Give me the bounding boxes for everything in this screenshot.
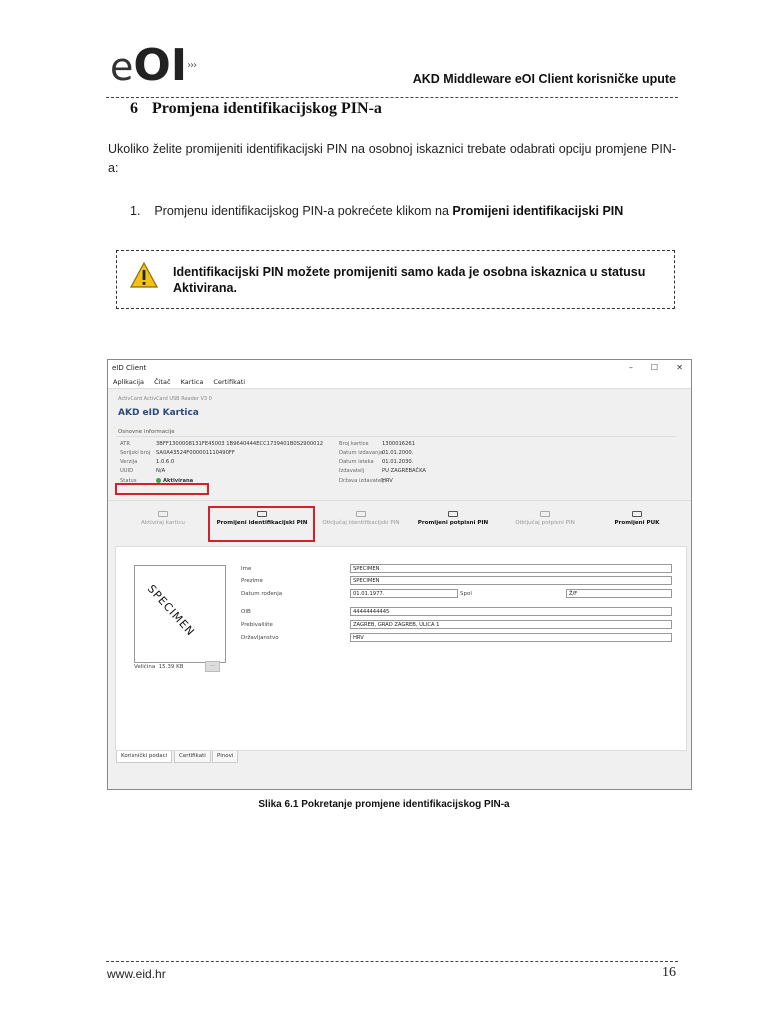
info-value: HRV bbox=[382, 478, 393, 484]
app-heading: AKD eID Kartica bbox=[118, 408, 199, 418]
step-item bbox=[130, 204, 623, 218]
intro-paragraph: Ukoliko želite promijeniti identifikacijski PIN na osobnoj iskaznici trebate odabrati opciju promjene PIN-a: bbox=[108, 142, 676, 175]
eid-client-window bbox=[107, 359, 692, 790]
menu-certifikati[interactable]: Certifikati bbox=[213, 378, 246, 386]
info-value: SA0A43524F000001110490FF bbox=[156, 450, 235, 456]
footer-divider bbox=[106, 961, 678, 962]
info-label: Datum izdavanja bbox=[339, 450, 383, 456]
logo-arrows: ››› bbox=[187, 60, 197, 71]
maximize-button[interactable]: ☐ bbox=[650, 363, 658, 372]
unlock-icon bbox=[356, 511, 366, 517]
info-label: UUID bbox=[120, 468, 134, 474]
field-label-ime: Ime bbox=[241, 566, 252, 572]
info-row-version bbox=[120, 459, 174, 465]
info-value: 01.01.2030. bbox=[382, 459, 414, 465]
info-section-label: Osnovne informacije bbox=[118, 429, 175, 435]
info-label: Serijski broj bbox=[120, 450, 151, 456]
warning-icon bbox=[129, 261, 159, 289]
info-value: PU ZAGREBAČKA bbox=[382, 468, 426, 474]
field-prebivaliste[interactable]: ZAGREB, GRAD ZAGREB, ULICA 1 bbox=[350, 620, 672, 629]
tab-certifikati[interactable]: Certifikati bbox=[174, 751, 211, 763]
info-row-serial bbox=[120, 450, 235, 456]
size-value: 15.39 KB bbox=[158, 664, 184, 670]
photo-size bbox=[134, 664, 184, 670]
activate-card-button[interactable] bbox=[118, 511, 208, 526]
action-label: Promijeni PUK bbox=[614, 520, 660, 526]
close-button[interactable]: ✕ bbox=[676, 363, 683, 372]
change-sign-pin-button[interactable] bbox=[408, 511, 498, 526]
document-title: AKD Middleware eOI Client korisničke upute bbox=[412, 72, 676, 86]
action-label: Aktiviraj karticu bbox=[141, 520, 185, 526]
status-highlight-box bbox=[115, 483, 209, 495]
info-value: 3BFF1300008131FE45003 1B9640444ECC1739401B0S2900012 bbox=[156, 441, 324, 447]
action-toolbar bbox=[108, 500, 691, 545]
lock-icon bbox=[448, 511, 458, 517]
info-value: N/A bbox=[156, 468, 166, 474]
field-label-prezime: Prezime bbox=[241, 578, 263, 584]
specimen-watermark: SPECIMEN bbox=[144, 582, 198, 639]
action-label: Otključaj potpisni PIN bbox=[515, 520, 575, 526]
tab-pinovi[interactable]: Pinovi bbox=[212, 751, 238, 763]
field-label-oib: OIB bbox=[241, 609, 251, 615]
info-row-issuer bbox=[339, 468, 426, 474]
change-puk-button[interactable] bbox=[592, 511, 682, 526]
field-label-prebivaliste: Prebivalište bbox=[241, 622, 273, 628]
step-bold-action: Promijeni identifikacijski PIN bbox=[452, 204, 624, 218]
info-label: Verzija bbox=[120, 459, 138, 465]
change-pin-highlight-box bbox=[208, 506, 315, 542]
figure-caption: Slika 6.1 Pokretanje promjene identifikacijskog PIN-a bbox=[258, 799, 510, 810]
info-label: Broj kartice bbox=[339, 441, 369, 447]
field-spol[interactable]: Ž/F bbox=[566, 589, 672, 598]
field-prezime[interactable]: SPECIMEN bbox=[350, 576, 672, 585]
field-datum-rodjenja[interactable]: 01.01.1977. bbox=[350, 589, 458, 598]
info-label: Datum isteka bbox=[339, 459, 374, 465]
info-value: 1300016261 bbox=[382, 441, 416, 447]
browse-button[interactable]: ... bbox=[205, 661, 220, 672]
action-label: Promijeni identifikacijski PIN bbox=[216, 520, 308, 526]
size-label: Veličina bbox=[134, 664, 156, 670]
field-label-datum: Datum rođenja bbox=[241, 591, 283, 597]
step-number: 1. bbox=[130, 204, 141, 218]
section-number: 6 bbox=[130, 100, 138, 117]
section-heading bbox=[130, 100, 382, 118]
window-title: eID Client bbox=[112, 364, 147, 372]
info-row-card-number bbox=[339, 441, 415, 447]
info-row-expiry-date bbox=[339, 459, 413, 465]
unlock-sign-pin-button[interactable] bbox=[500, 511, 590, 526]
status-value: Aktivirana bbox=[163, 478, 194, 484]
info-value: 01.01.2000. bbox=[382, 450, 414, 456]
page-number: 16 bbox=[662, 965, 676, 980]
field-label-spol: Spol bbox=[460, 591, 472, 597]
header-divider bbox=[106, 97, 678, 98]
unlock-icon bbox=[540, 511, 550, 517]
info-value: 1.0.6.0 bbox=[156, 459, 175, 465]
field-ime[interactable]: SPECIMEN bbox=[350, 564, 672, 573]
info-label: Država izdavatelj bbox=[339, 478, 384, 484]
step-text: Promjenu identifikacijskog PIN-a pokrećete klikom na bbox=[154, 204, 453, 218]
info-row-uuid bbox=[120, 468, 165, 474]
info-row-atr bbox=[120, 441, 323, 447]
card-photo bbox=[134, 565, 226, 663]
logo-oi: OI bbox=[133, 40, 188, 91]
action-label: Otključaj identifikacijski PIN bbox=[322, 520, 400, 526]
menu-citac[interactable]: Čitač bbox=[154, 378, 171, 386]
warning-text: Identifikacijski PIN možete promijeniti samo kada je osobna iskaznica u statusu Aktivirana. bbox=[173, 265, 646, 295]
info-row-issue-date bbox=[339, 450, 413, 456]
field-label-drzavljanstvo: Državljanstvo bbox=[241, 635, 279, 641]
field-drzavljanstvo[interactable]: HRV bbox=[350, 633, 672, 642]
info-label: Izdavatelj bbox=[339, 468, 365, 474]
window-titlebar bbox=[108, 360, 691, 376]
info-label: Status bbox=[120, 478, 137, 484]
tab-korisnicki-podaci[interactable]: Korisnički podaci bbox=[116, 751, 172, 763]
footer-url[interactable]: www.eid.hr bbox=[107, 967, 166, 981]
unlock-id-pin-button[interactable] bbox=[316, 511, 406, 526]
user-data-panel bbox=[115, 546, 687, 751]
reader-name: ActivCard ActivCard USB Reader V3 0 bbox=[118, 396, 212, 402]
menu-aplikacija[interactable]: Aplikacija bbox=[113, 378, 144, 386]
info-row-issuer-country bbox=[339, 478, 393, 484]
field-oib[interactable]: 44444444445 bbox=[350, 607, 672, 616]
eoi-logo bbox=[110, 40, 197, 91]
section-title: Promjena identifikacijskog PIN-a bbox=[152, 100, 382, 117]
menu-kartica[interactable]: Kartica bbox=[180, 378, 204, 386]
info-label: ATR bbox=[120, 441, 130, 447]
lock-icon bbox=[158, 511, 168, 517]
minimize-button[interactable]: – bbox=[629, 363, 633, 372]
logo-e: e bbox=[110, 45, 134, 89]
menu-bar bbox=[108, 376, 691, 389]
action-label: Promijeni potpisni PIN bbox=[417, 520, 489, 526]
warning-note bbox=[116, 250, 675, 309]
lock-icon bbox=[632, 511, 642, 517]
